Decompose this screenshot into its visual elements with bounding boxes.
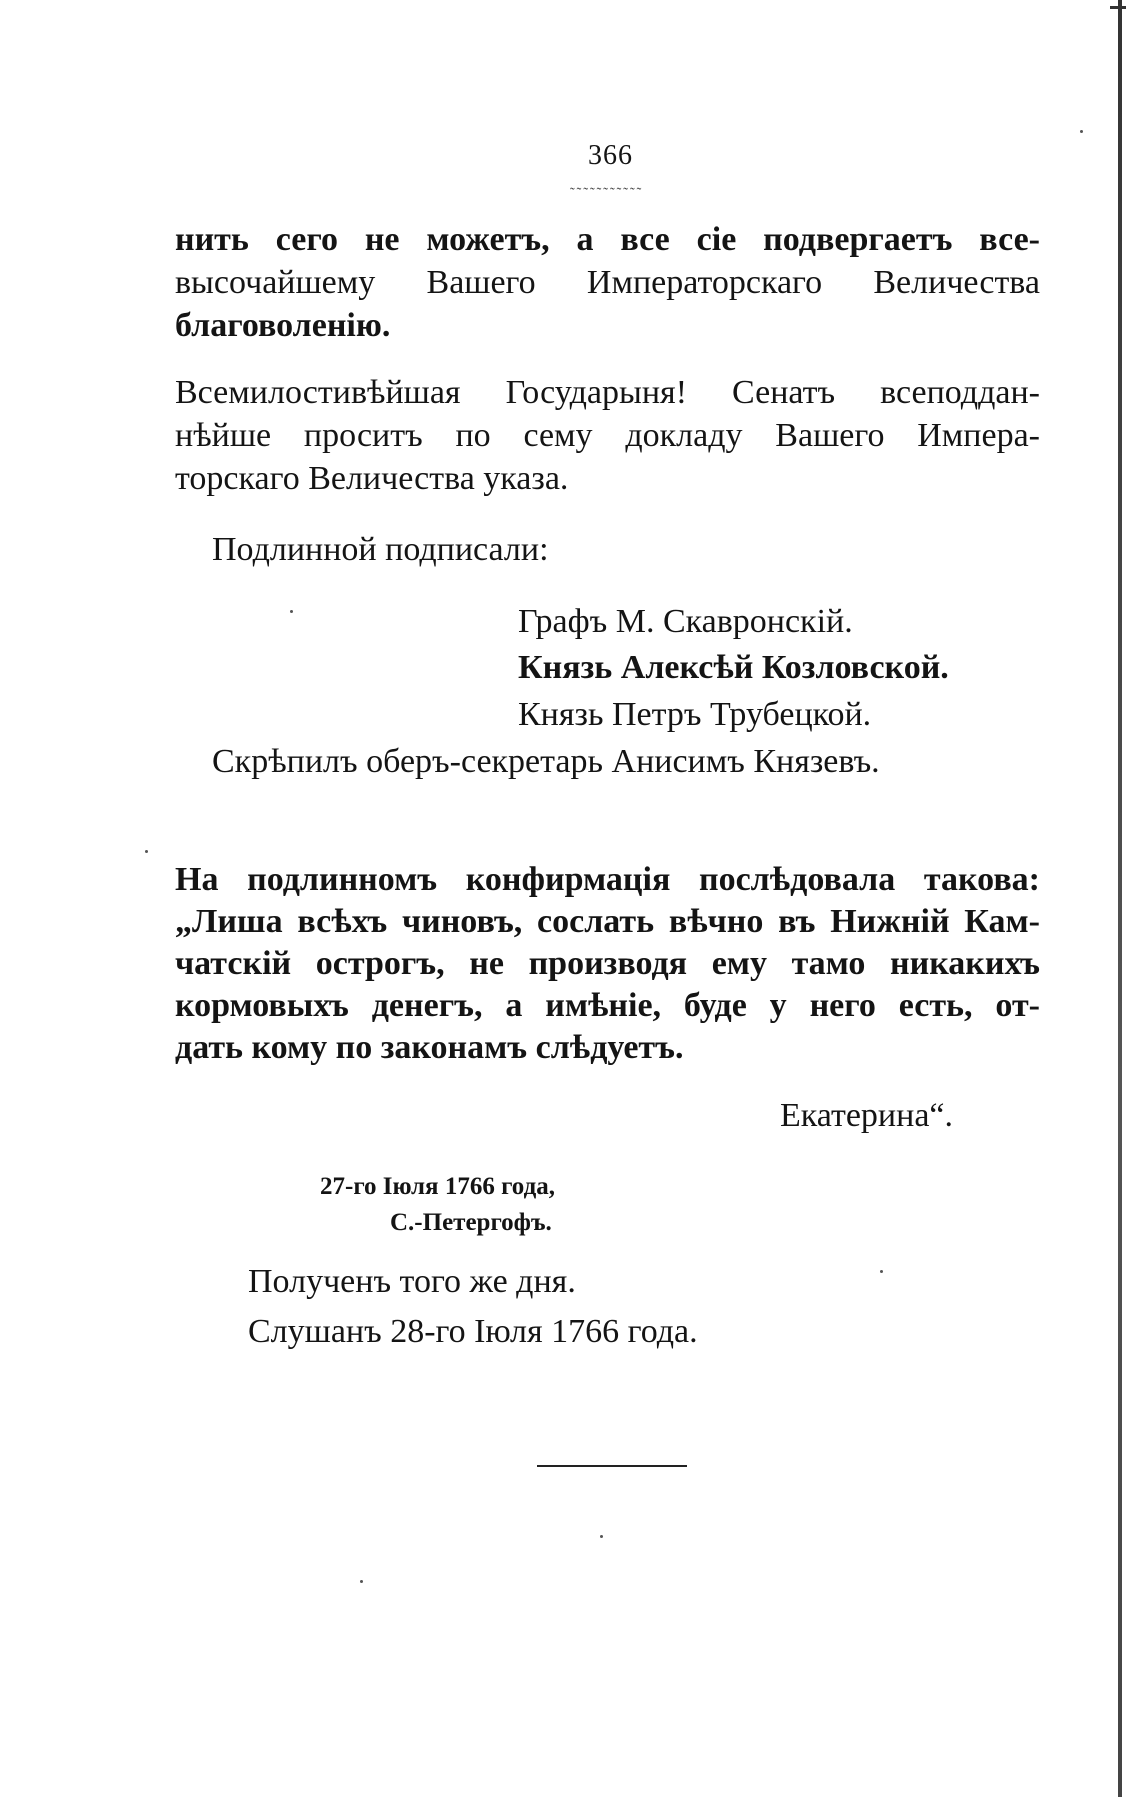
paragraph2-line-1: Всемилостивѣйшая Государыня! Сенатъ всеподдан- (175, 374, 1040, 411)
received-line: Полученъ того же дня. (248, 1263, 576, 1300)
dateline-date: 27-го Іюля 1766 года, (320, 1173, 555, 1200)
countersigned-line: Скрѣпилъ оберъ-секретарь Анисимъ Князевъ. (212, 743, 880, 780)
confirmation-signature: Екатерина“. (780, 1097, 954, 1134)
heard-line: Слушанъ 28-го Іюля 1766 года. (248, 1313, 698, 1350)
closing-rule (537, 1465, 687, 1467)
paragraph1-line-2: высочайшему Вашего Императорскаго Величества (175, 264, 1040, 301)
paragraph2-line-2: нѣйше проситъ по сему докладу Вашего Импера- (175, 417, 1040, 454)
scan-speck (360, 1580, 363, 1583)
confirmation-line-2: „Лиша всѣхъ чиновъ, сослать вѣчно въ Нижній Кам- (175, 903, 1040, 940)
scan-speck (290, 610, 293, 613)
scan-speck (600, 1535, 603, 1538)
confirmation-line-4: кормовыхъ денегъ, а имѣніе, буде у него есть, от- (175, 987, 1040, 1024)
paragraph1-line-1: нить сего не можетъ, а все сіе подвергаетъ все- (175, 221, 1040, 258)
paragraph2-line-3: торскаго Величества указа. (175, 460, 569, 497)
scan-speck (145, 850, 148, 853)
signed-heading: Подлинной подписали: (212, 531, 549, 568)
signatory-2: Князь Алексѣй Козловской. (518, 649, 949, 686)
signatory-3: Князь Петръ Трубецкой. (518, 696, 872, 733)
page-edge-mark (1110, 6, 1126, 9)
confirmation-line-5: дать кому по законамъ слѣдуетъ. (175, 1029, 684, 1066)
signatory-1: Графъ М. Скавронскій. (518, 603, 853, 640)
page-number: 366 (588, 140, 633, 171)
confirmation-line-3: чатскій острогъ, не производя ему тамо никакихъ (175, 945, 1040, 982)
dateline-place: С.-Петергофъ. (390, 1209, 552, 1236)
scan-speck (1080, 130, 1083, 133)
page-edge-line (1118, 0, 1122, 1797)
confirmation-line-1: На подлинномъ конфирмація послѣдовала такова: (175, 861, 1040, 898)
paragraph1-line-3: благоволенію. (175, 307, 391, 344)
header-ornament: ˷˷˷˷˷˷˷˷˷˷˷ (570, 176, 644, 191)
scan-speck (880, 1270, 883, 1273)
